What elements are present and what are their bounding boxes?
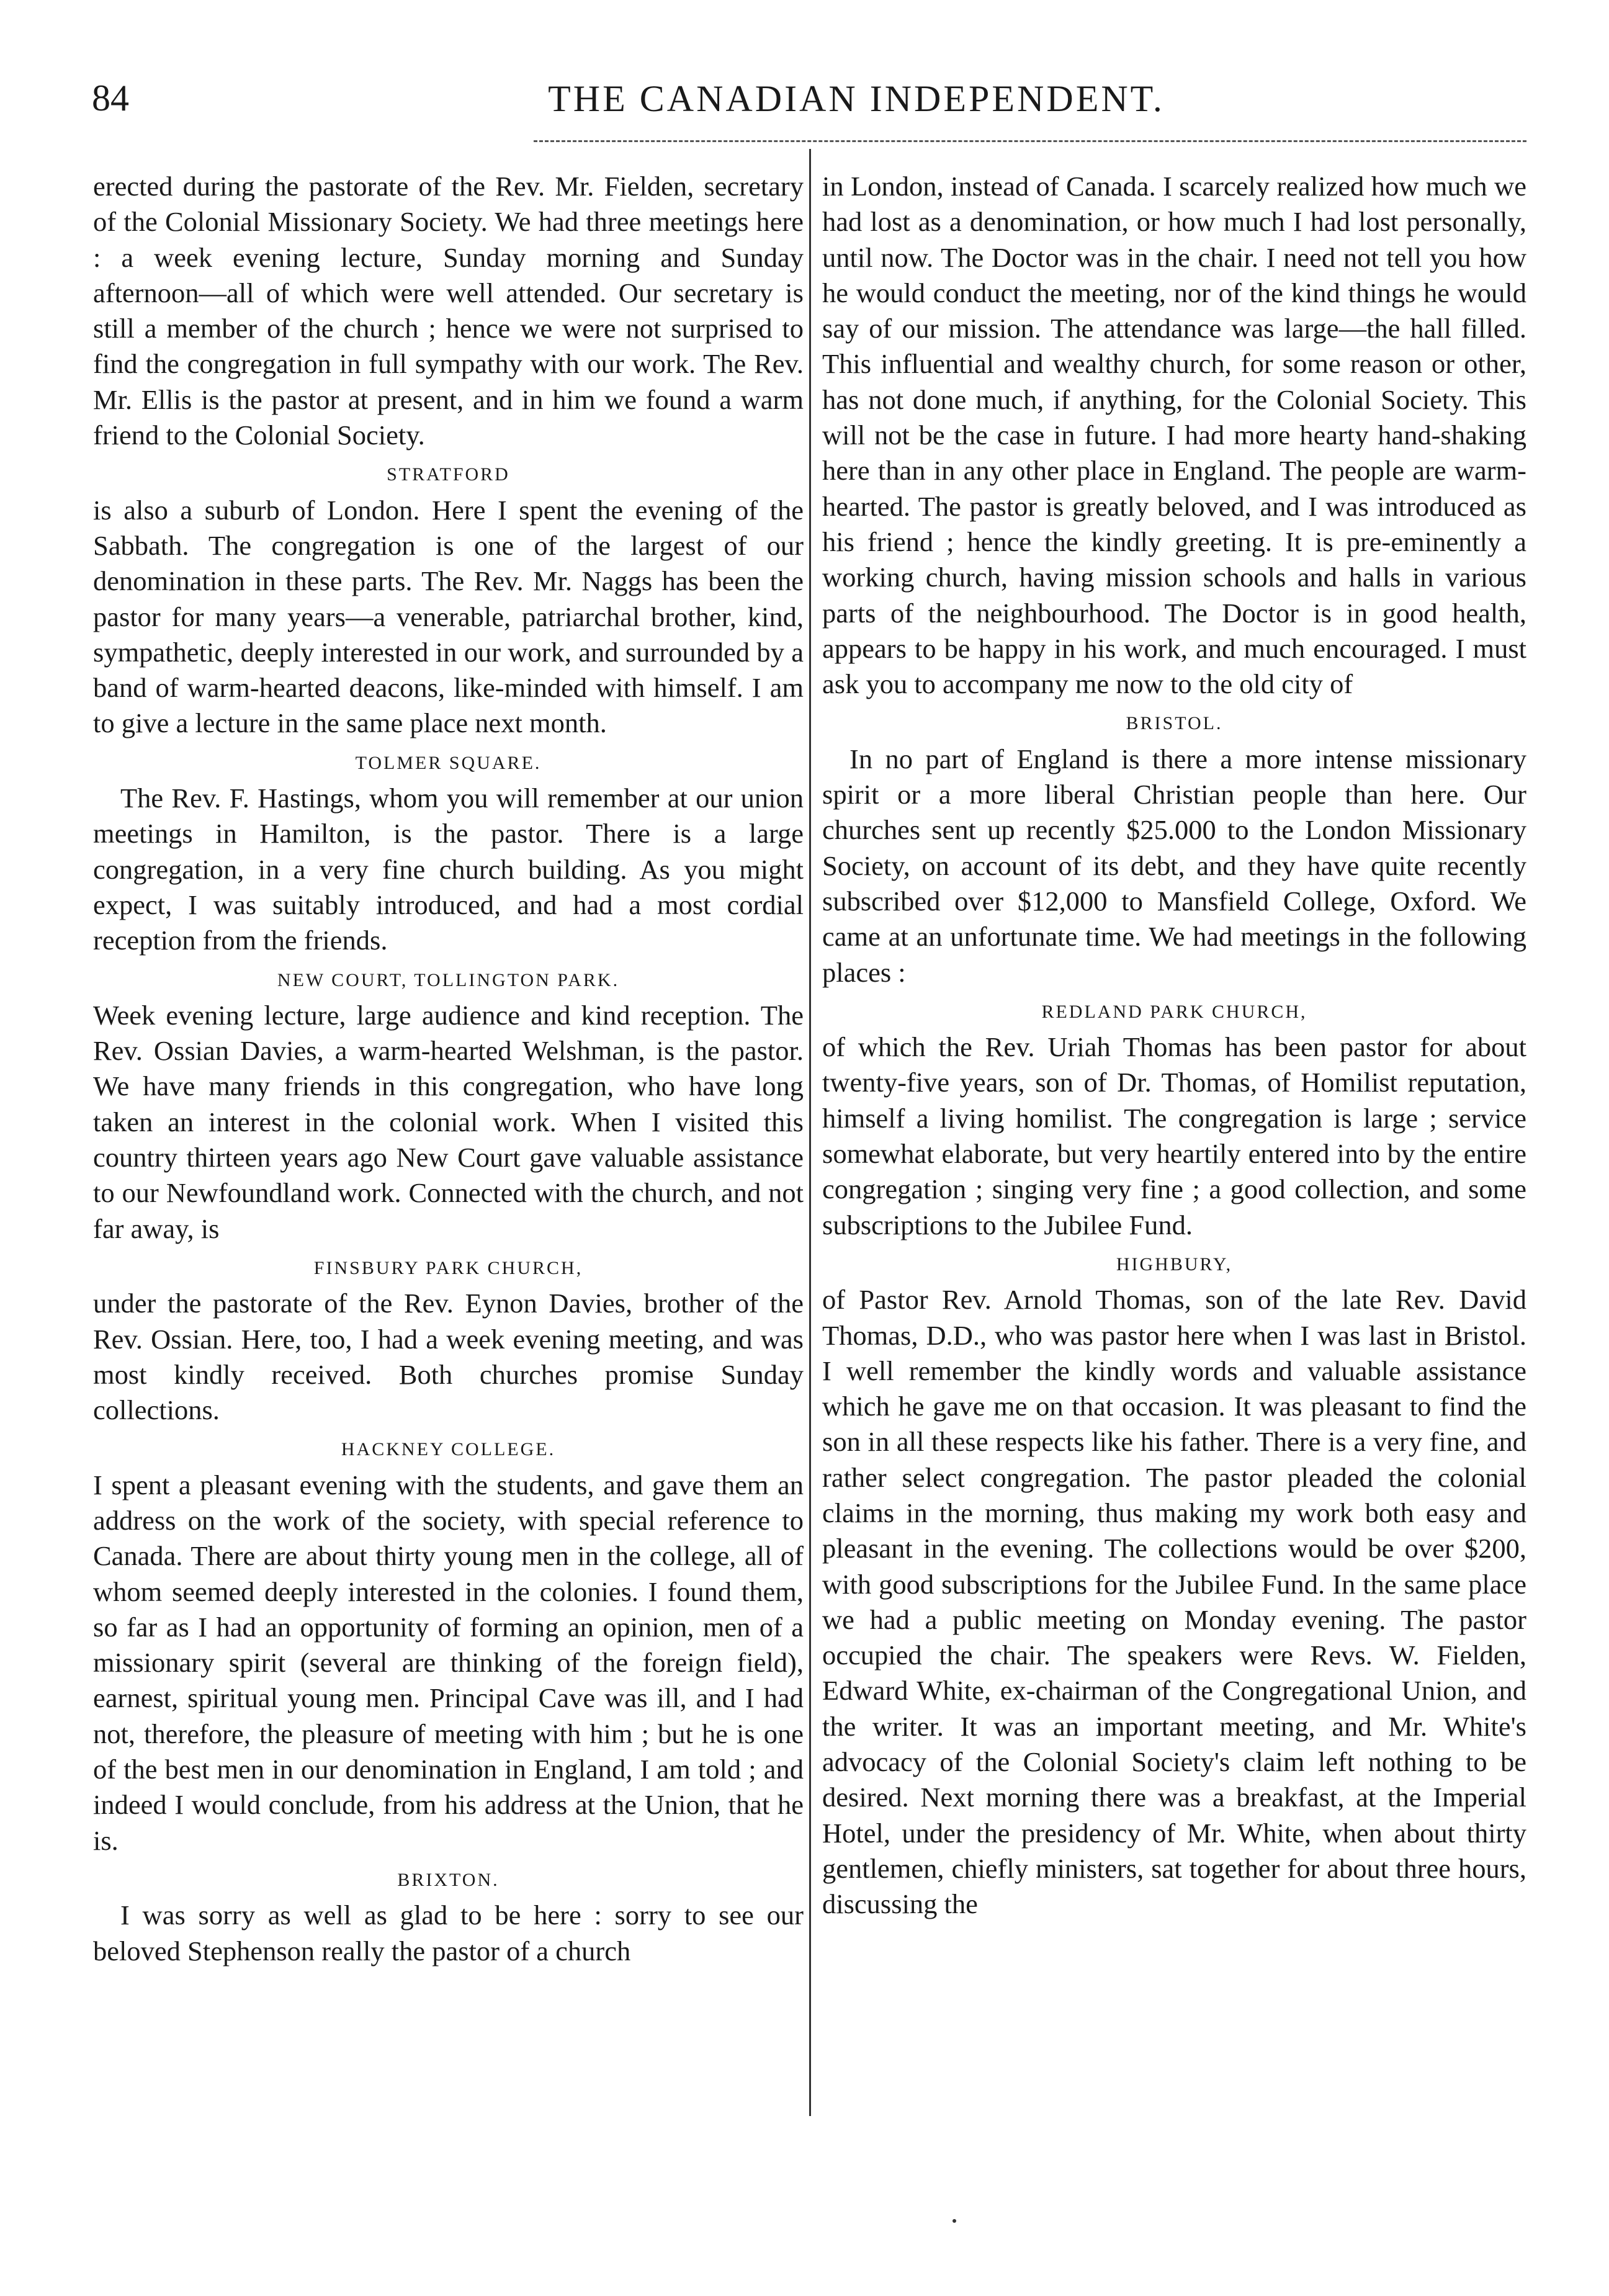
paragraph: Week evening lecture, large audience and kind reception. The Rev. Ossian Davies, a warm-hearted Welshman, is the pastor. We have many friends in this congregation, who have long taken an interest in the colonial work. When I visited this country thirteen years ago New Court gave valuable assistance to our Newfoundland work. Connected with the church, and not far away, is xyxy=(93,999,804,1244)
section-heading: BRISTOL. xyxy=(1126,713,1223,734)
footer-mark xyxy=(952,2219,956,2223)
paragraph: in London, instead of Canada. I scarcely realized how much we had lost as a denomination, or how much I had lost personally, until now. The Doctor was in the chair. I need not tell you how he would conduct the meeting, nor of the kind things he would say of our mission. The attendance was large—the hall filled. This influential and wealthy church, for some reason or other, has not done much, if anything, for the Colonial Society. This will not be the case in future. I had more hearty hand-shaking here than in any other place in England. The people are warm-hearted. The pastor is greatly beloved, and I was introduced as his friend ; hence the kindly greeting. It is pre-eminently a working church, having mission schools and halls in various parts of the neighbourhood. The Doctor is in good health, appears to be happy in his work, and much encouraged. I must ask you to accompany me now to the old city of xyxy=(822,171,1526,700)
left-column xyxy=(93,169,804,2123)
section-heading: HACKNEY COLLEGE. xyxy=(341,1439,556,1460)
journal-title: THE CANADIAN INDEPENDENT. xyxy=(548,78,1165,119)
section-heading: REDLAND PARK CHURCH, xyxy=(1041,1001,1307,1022)
section-heading: NEW COURT, TOLLINGTON PARK. xyxy=(277,969,620,990)
section-heading: TOLMER SQUARE. xyxy=(355,752,542,773)
page-number: 84 xyxy=(92,78,129,119)
paragraph: of Pastor Rev. Arnold Thomas, son of the late Rev. David Thomas, D.D., who was pastor here when I was last in Bristol. I well remember the kindly words and valuable assistance which he gave me on that occasion. It was pleasant to find the son in all these respects like his father. There is a very fine, and rather select congregation. The pastor pleaded the colonial claims in the morning, thus making my work both easy and pleasant in the evening. The collections would be over $200, with good subscriptions for the Jubilee Fund. In the same place we had a public meeting on Monday evening. The pastor occupied the chair. The speakers were Revs. W. Fielden, Edward White, ex-chairman of the Congregational Union, and the writer. It was an important meeting, and Mr. White's advocacy of the Colonial Society's claim left nothing to be desired. Next morning there was a breakfast, at the Imperial Hotel, under the presidency of Mr. White, when about thirty gentlemen, chiefly ministers, sat together for about three hours, discussing the xyxy=(822,1284,1526,1920)
paragraph: erected during the pastorate of the Rev. Mr. Fielden, secretary of the Colonial Missionary Society. We had three meetings here : a week evening lecture, Sunday morning and Sunday afternoon—all of which were well attended. Our secretary is still a member of the church ; hence we were not surprised to find the congregation in full sympathy with our work. The Rev. Mr. Ellis is the pastor at present, and in him we found a warm friend to the Colonial Society. xyxy=(93,171,804,451)
paragraph: I spent a pleasant evening with the students, and gave them an address on the work of the society, with special reference to Canada. There are about thirty young men in the college, all of whom seemed deeply interested in the colonies. I found them, so far as I had an opportunity of forming an opinion, men of a missionary spirit (several are thinking of the foreign field), earnest, spiritual young men. Principal Cave was ill, and I had not, therefore, the pleasure of meeting with him ; but he is one of the best men in our denomination in England, I am told ; and indeed I would conclude, from his address at the Union, that he is. xyxy=(93,1469,804,1856)
section-heading: HIGHBURY, xyxy=(1116,1253,1233,1275)
paragraph: is also a suburb of London. Here I spent the evening of the Sabbath. The congregation is one of the largest of our denomination in these parts. The Rev. Mr. Naggs has been the pastor for many years—a venerable, patriarchal brother, kind, sympathetic, deeply interested in our work, and surrounded by a band of warm-hearted deacons, like-minded with himself. I am to give a lecture in the same place next month. xyxy=(93,494,804,739)
paragraph: The Rev. F. Hastings, whom you will remember at our union meetings in Hamilton, is the pastor. There is a large congregation, in a very fine church building. As you might expect, I was suitably introduced, and had a most cordial reception from the friends. xyxy=(93,783,804,956)
header-rule xyxy=(534,140,1526,142)
paragraph: of which the Rev. Uriah Thomas has been pastor for about twenty-five years, son of Dr. Thomas, of Homilist reputation, himself a living homilist. The congregation is large ; service somewhat elaborate, but very heartily entered into by the entire congregation ; singing very fine ; a good collection, and some subscriptions to the Jubilee Fund. xyxy=(822,1031,1526,1240)
paragraph: under the pastorate of the Rev. Eynon Davies, brother of the Rev. Ossian. Here, too, I had a week evening meeting, and was most kindly received. Both churches promise Sunday collections. xyxy=(93,1288,804,1426)
section-heading: STRATFORD xyxy=(387,464,510,485)
paragraph: I was sorry as well as glad to be here : sorry to see our beloved Stephenson really the pastor of a church xyxy=(93,1899,804,1966)
right-column xyxy=(822,169,1526,2123)
section-heading: FINSBURY PARK CHURCH, xyxy=(313,1257,583,1278)
paragraph: In no part of England is there a more intense missionary spirit or a more liberal Christian people than here. Our churches sent up recently $25.000 to the London Missionary Society, on account of its debt, and they have quite recently subscribed over $12,000 to Mansfield College, Oxford. We came at an unfortunate time. We had meetings in the following places : xyxy=(822,743,1526,988)
column-divider xyxy=(809,149,811,2116)
section-heading: BRIXTON. xyxy=(397,1869,500,1890)
